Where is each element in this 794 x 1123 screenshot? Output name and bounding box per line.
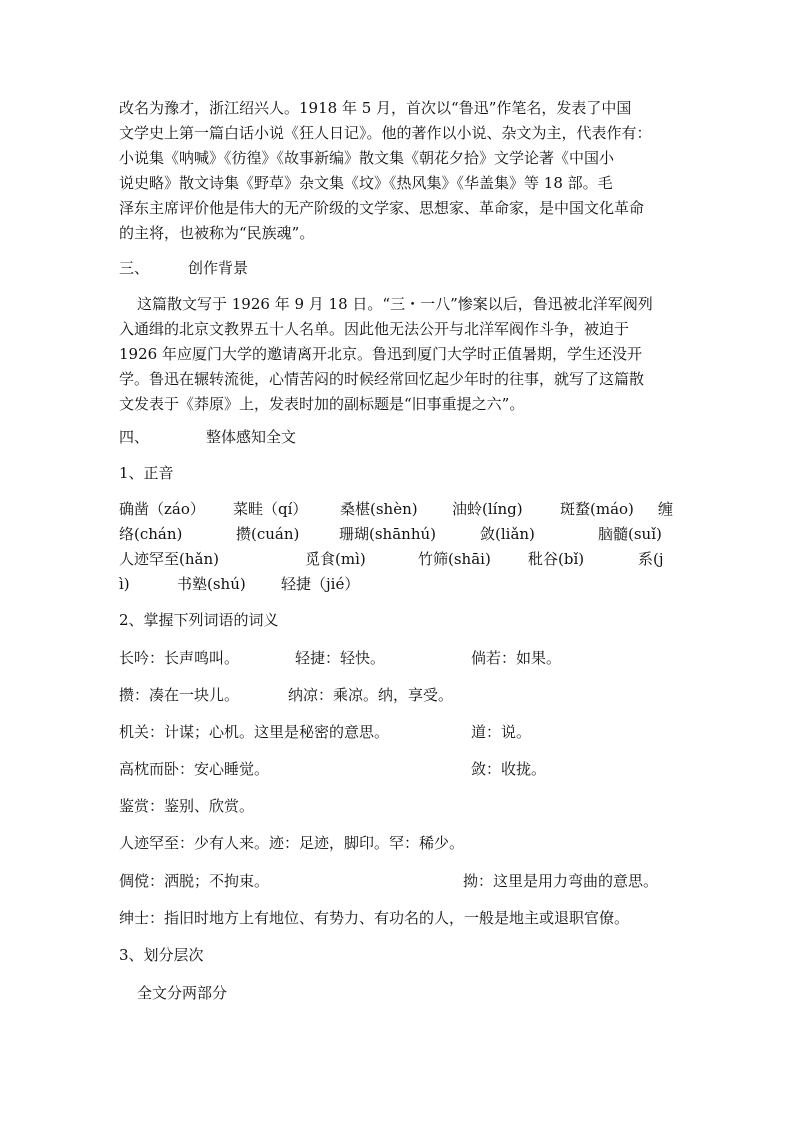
- vocab-item: 纳凉：乘凉。纳，享受。: [288, 686, 454, 704]
- pron-item: 脑髓(suǐ): [598, 525, 662, 543]
- pron-item: 敛(liǎn): [480, 525, 535, 543]
- background-line-2: 入通缉的北京文教界五十人名单。因此他无法公开与北洋军阀作斗争，被迫于: [119, 320, 630, 338]
- vocab-item: 鉴赏：鉴别、欣赏。: [119, 797, 255, 815]
- vocab-item: 攒：凑在一块儿。: [119, 686, 240, 704]
- background-line-1: 这篇散文写于 1926 年 9 月 18 日。“三・一八”惨案以后，鲁迅被北洋军阀列: [137, 295, 653, 313]
- pron-item: 系(j: [638, 550, 664, 568]
- bio-line-1: 改名为豫才，浙江绍兴人。1918 年 5 月，首次以“鲁迅”作笔名，发表了中国: [119, 99, 632, 117]
- pronunciation-heading: 1、正音: [119, 464, 174, 482]
- pron-item: 斑蝥(máo): [560, 500, 634, 518]
- pron-item: 油蛉(líng): [452, 500, 523, 518]
- vocab-item: 道：说。: [471, 723, 532, 741]
- background-line-3: 1926 年应厦门大学的邀请离开北京。鲁迅到厦门大学时正值暑期，学生还没开: [119, 345, 642, 363]
- vocab-item: 长吟：长声鸣叫。: [119, 649, 240, 667]
- pron-item: 珊瑚(shānhú): [339, 525, 436, 543]
- layering-heading: 3、划分层次: [119, 946, 204, 964]
- background-line-4: 学。鲁迅在辗转流徙，心情苦闷的时候经常回忆起少年时的往事，就写了这篇散: [119, 370, 645, 388]
- pron-item: 络(chán): [119, 525, 183, 543]
- vocab-item: 倜傥：洒脱；不拘束。: [119, 872, 270, 890]
- pron-item: 觅食(mì): [305, 550, 366, 568]
- pron-item: 缠: [658, 500, 674, 518]
- layering-line: 全文分两部分: [137, 984, 228, 1002]
- section4-title: 整体感知全文: [206, 428, 297, 446]
- pron-item: 秕谷(bǐ): [528, 550, 585, 568]
- vocab-item: 人迹罕至：少有人来。迹：足迹，脚印。罕：稀少。: [119, 834, 465, 852]
- pron-item: ì): [119, 575, 130, 593]
- pron-item: 菜畦（qí）: [233, 500, 308, 518]
- vocab-item: 绅士：指旧时地方上有地位、有势力、有功名的人，一般是地主或退职官僚。: [119, 909, 630, 927]
- vocab-item: 敛：收拢。: [471, 760, 547, 778]
- pron-item: 轻捷（jié）: [281, 575, 360, 593]
- bio-line-4: 说史略》散文诗集《野草》杂文集《坟》《热风集》《华盖集》等 18 部。毛: [119, 174, 613, 192]
- bio-line-5: 泽东主席评价他是伟大的无产阶级的文学家、思想家、革命家，是中国文化革命: [119, 199, 645, 217]
- vocab-item: 高枕而卧：安心睡觉。: [119, 760, 270, 778]
- pron-item: 书塾(shú): [177, 575, 246, 593]
- pron-item: 攒(cuán): [236, 525, 300, 543]
- section4-number: 四、: [119, 428, 150, 446]
- pron-item: 竹筛(shāi): [418, 550, 491, 568]
- section3-number: 三、: [119, 259, 150, 277]
- vocab-item: 机关：计谋；心机。这里是秘密的意思。: [119, 723, 390, 741]
- pron-item: 桑椹(shèn): [340, 500, 418, 518]
- vocab-heading: 2、掌握下列词语的词义: [119, 611, 279, 629]
- pron-item: 人迹罕至(hǎn): [119, 550, 219, 568]
- pron-item: 确凿（záo）: [119, 500, 205, 518]
- vocab-item: 轻捷：轻快。: [295, 649, 386, 667]
- section3-title: 创作背景: [188, 259, 249, 277]
- bio-line-3: 小说集《呐喊》《彷徨》《故事新编》散文集《朝花夕拾》文学论著《中国小: [119, 149, 615, 167]
- bio-line-2: 文学史上第一篇白话小说《狂人日记》。他的著作以小说、杂文为主，代表作有：: [119, 124, 652, 142]
- bio-line-6: 的主将，也被称为“民族魂”。: [119, 224, 315, 242]
- vocab-item: 倘若：如果。: [471, 649, 562, 667]
- background-line-5: 文发表于《莽原》上，发表时加的副标题是“旧事重提之六”。: [119, 395, 525, 413]
- vocab-item: 拗：这里是用力弯曲的意思。: [463, 872, 659, 890]
